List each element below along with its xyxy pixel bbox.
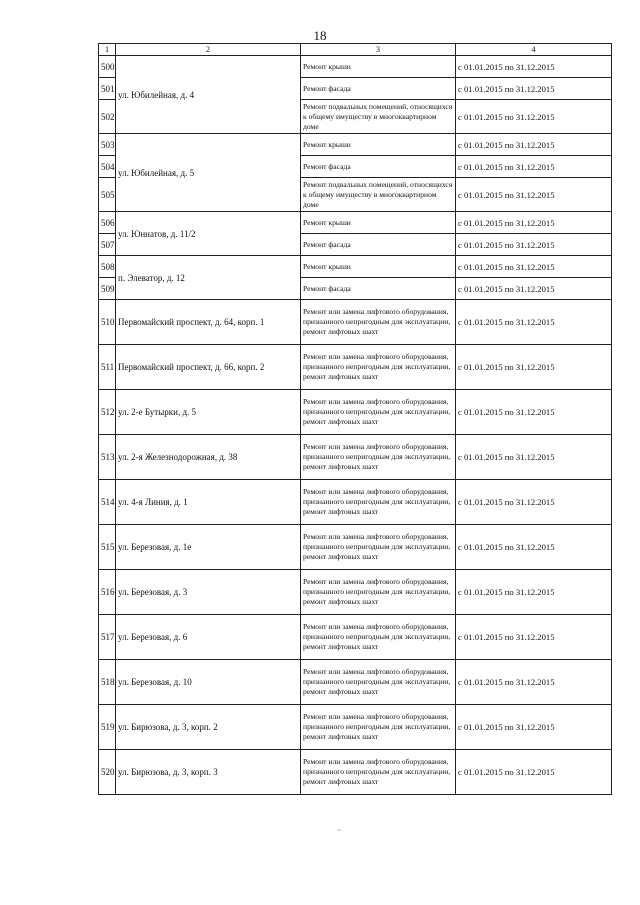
work-type-cell: Ремонт или замена лифтового оборудования, признанного непригодным для эксплуатации, ремонт лифтовых шахт: [301, 570, 456, 615]
address-cell: ул. Березовая, д. 1е: [116, 525, 301, 570]
row-number: 519: [99, 705, 116, 750]
row-number: 508: [99, 256, 116, 278]
work-type-cell: Ремонт подвальных помещений, относящихся к общему имуществу в многоквартирном доме: [301, 178, 456, 212]
column-header: 2: [116, 44, 301, 56]
address-cell: ул. 2-я Железнодорожная, д. 38: [116, 435, 301, 480]
table-row: [99, 345, 612, 390]
period-cell: с 01.01.2015 по 31.12.2015: [456, 234, 612, 256]
work-type-cell: Ремонт или замена лифтового оборудования, признанного непригодным для эксплуатации, ремонт лифтовых шахт: [301, 300, 456, 345]
table-row: [99, 256, 612, 278]
work-type-cell: Ремонт или замена лифтового оборудования, признанного непригодным для эксплуатации, ремонт лифтовых шахт: [301, 345, 456, 390]
period-cell: с 01.01.2015 по 31.12.2015: [456, 134, 612, 156]
page-number: 18: [313, 28, 327, 43]
row-number: 514: [99, 480, 116, 525]
row-number: 511: [99, 345, 116, 390]
period-cell: с 01.01.2015 по 31.12.2015: [456, 56, 612, 78]
address-cell: ул. 2-е Бутырки, д. 5: [116, 390, 301, 435]
work-type-cell: Ремонт или замена лифтового оборудования, признанного непригодным для эксплуатации, ремонт лифтовых шахт: [301, 390, 456, 435]
table-row: [99, 570, 612, 615]
period-cell: с 01.01.2015 по 31.12.2015: [456, 78, 612, 100]
row-number: 510: [99, 300, 116, 345]
row-number: 513: [99, 435, 116, 480]
table-row: [99, 56, 612, 78]
period-cell: с 01.01.2015 по 31.12.2015: [456, 345, 612, 390]
work-type-cell: Ремонт крыши: [301, 212, 456, 234]
work-type-cell: Ремонт фасада: [301, 156, 456, 178]
work-type-cell: Ремонт или замена лифтового оборудования, признанного непригодным для эксплуатации, ремонт лифтовых шахт: [301, 705, 456, 750]
address-cell: п. Элеватор, д. 12: [116, 256, 301, 300]
period-cell: с 01.01.2015 по 31.12.2015: [456, 480, 612, 525]
row-number: 503: [99, 134, 116, 156]
row-number: 507: [99, 234, 116, 256]
row-number: 520: [99, 750, 116, 795]
work-type-cell: Ремонт или замена лифтового оборудования, признанного непригодным для эксплуатации, ремонт лифтовых шахт: [301, 660, 456, 705]
period-cell: с 01.01.2015 по 31.12.2015: [456, 178, 612, 212]
period-cell: с 01.01.2015 по 31.12.2015: [456, 100, 612, 134]
address-cell: ул. Березовая, д. 3: [116, 570, 301, 615]
row-number: 502: [99, 100, 116, 134]
period-cell: с 01.01.2015 по 31.12.2015: [456, 570, 612, 615]
address-cell: ул. Березовая, д. 10: [116, 660, 301, 705]
row-number: 501: [99, 78, 116, 100]
address-cell: Первомайский проспект, д. 66, корп. 2: [116, 345, 301, 390]
period-cell: с 01.01.2015 по 31.12.2015: [456, 390, 612, 435]
period-cell: с 01.01.2015 по 31.12.2015: [456, 156, 612, 178]
work-type-cell: Ремонт или замена лифтового оборудования, признанного непригодным для эксплуатации, ремонт лифтовых шахт: [301, 615, 456, 660]
address-cell: ул. Бирюзова, д. 3, корп. 2: [116, 705, 301, 750]
row-number: 506: [99, 212, 116, 234]
table-row: [99, 525, 612, 570]
table-row: [99, 390, 612, 435]
table-row: [99, 134, 612, 156]
address-cell: ул. Юннатов, д. 11/2: [116, 212, 301, 256]
address-cell: ул. Бирюзова, д. 3, корп. 3: [116, 750, 301, 795]
work-type-cell: Ремонт или замена лифтового оборудования, признанного непригодным для эксплуатации, ремонт лифтовых шахт: [301, 480, 456, 525]
period-cell: с 01.01.2015 по 31.12.2015: [456, 278, 612, 300]
scan-mark: ~: [337, 826, 342, 835]
table-row: [99, 615, 612, 660]
column-header: 3: [301, 44, 456, 56]
period-cell: с 01.01.2015 по 31.12.2015: [456, 256, 612, 278]
row-number: 504: [99, 156, 116, 178]
work-type-cell: Ремонт фасада: [301, 278, 456, 300]
address-cell: ул. 4-я Линия, д. 1: [116, 480, 301, 525]
address-cell: ул. Юбилейная, д. 5: [116, 134, 301, 212]
column-header: 4: [456, 44, 612, 56]
work-type-cell: Ремонт или замена лифтового оборудования, признанного непригодным для эксплуатации, ремонт лифтовых шахт: [301, 750, 456, 795]
table-row: [99, 300, 612, 345]
table-row: [99, 750, 612, 795]
period-cell: с 01.01.2015 по 31.12.2015: [456, 660, 612, 705]
work-type-cell: Ремонт фасада: [301, 234, 456, 256]
repair-register-table: [98, 43, 612, 795]
period-cell: с 01.01.2015 по 31.12.2015: [456, 705, 612, 750]
table-header-row: [99, 44, 612, 56]
row-number: 500: [99, 56, 116, 78]
address-cell: ул. Березовая, д. 6: [116, 615, 301, 660]
table-row: [99, 480, 612, 525]
work-type-cell: Ремонт крыши: [301, 56, 456, 78]
address-cell: ул. Юбилейная, д. 4: [116, 56, 301, 134]
table-row: [99, 660, 612, 705]
table-row: [99, 705, 612, 750]
row-number: 505: [99, 178, 116, 212]
period-cell: с 01.01.2015 по 31.12.2015: [456, 525, 612, 570]
address-cell: Первомайский проспект, д. 64, корп. 1: [116, 300, 301, 345]
row-number: 517: [99, 615, 116, 660]
period-cell: с 01.01.2015 по 31.12.2015: [456, 300, 612, 345]
period-cell: с 01.01.2015 по 31.12.2015: [456, 212, 612, 234]
row-number: 516: [99, 570, 116, 615]
work-type-cell: Ремонт или замена лифтового оборудования, признанного непригодным для эксплуатации, ремонт лифтовых шахт: [301, 435, 456, 480]
row-number: 509: [99, 278, 116, 300]
work-type-cell: Ремонт крыши: [301, 134, 456, 156]
row-number: 515: [99, 525, 116, 570]
column-header: 1: [99, 44, 116, 56]
work-type-cell: Ремонт или замена лифтового оборудования, признанного непригодным для эксплуатации, ремонт лифтовых шахт: [301, 525, 456, 570]
period-cell: с 01.01.2015 по 31.12.2015: [456, 615, 612, 660]
work-type-cell: Ремонт фасада: [301, 78, 456, 100]
work-type-cell: Ремонт крыши: [301, 256, 456, 278]
period-cell: с 01.01.2015 по 31.12.2015: [456, 750, 612, 795]
row-number: 518: [99, 660, 116, 705]
work-type-cell: Ремонт подвальных помещений, относящихся к общему имуществу в многоквартирном доме: [301, 100, 456, 134]
table-row: [99, 212, 612, 234]
table-row: [99, 435, 612, 480]
period-cell: с 01.01.2015 по 31.12.2015: [456, 435, 612, 480]
row-number: 512: [99, 390, 116, 435]
